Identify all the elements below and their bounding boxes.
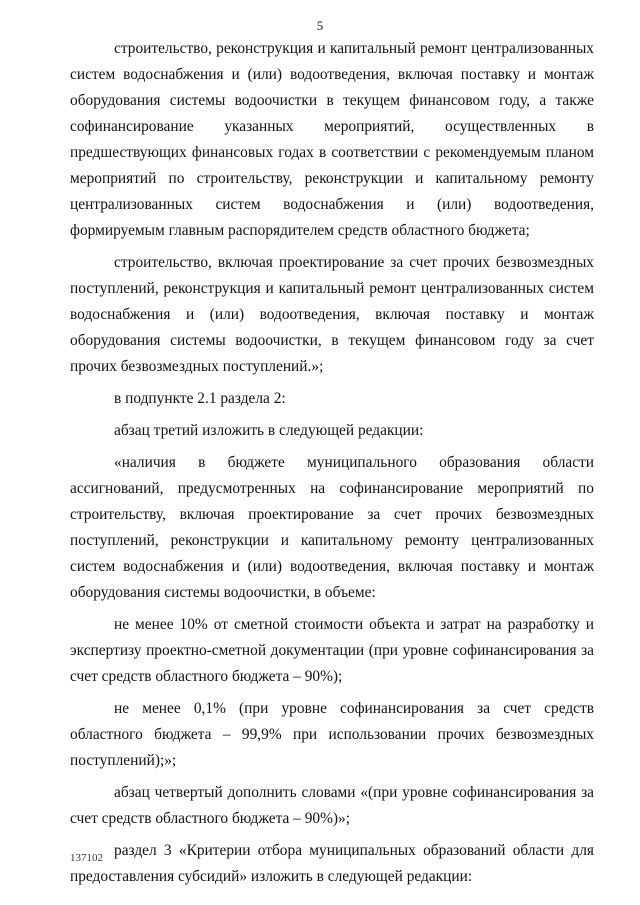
- paragraph-construction: строительство, реконструкция и капитальный ремонт централизованных систем водоснабжения и (или) водоотведения, включая поставку и монтаж оборудования системы водоочистки в текущем финансовом году, а также софинансирование указанных мероприятий, осуществленных в предшествующих финансовых годах в соответствии с рекомендуемым планом мероприятий по строительству, реконструкции и капитальному ремонту централизованных систем водоснабжения и (или) водоотведения, формируемым главным распорядителем средств областного бюджета;: [70, 40, 594, 239]
- paragraph-budget-allocation: «наличия в бюджете муниципального образования области ассигнований, предусмотренных на софинансирование мероприятий по строительству, включая проектирование за счет прочих безвозмездных поступлений, реконструкции и капитальному ремонту централизованных систем водоснабжения и (или) водоотведения, включая поставку и монтаж оборудования системы водоочистки, в объеме:: [70, 454, 594, 601]
- paragraph-zero-one-percent: не менее 0,1% (при уровне софинансирования за счет средств областного бюджета – 99,9% при использовании прочих безвозмездных поступлений);»;: [70, 700, 594, 769]
- paragraph-third-abzac: абзац третий изложить в следующей редакции:: [114, 422, 424, 439]
- page-number: 5: [316, 18, 324, 33]
- document-body: [70, 36, 594, 896]
- paragraph-subclause-2-1: в подпункте 2.1 раздела 2:: [114, 390, 286, 407]
- document-code: 137102: [70, 852, 103, 864]
- paragraph-ten-percent: не менее 10% от сметной стоимости объекта и затрат на разработку и экспертизу проектно-сметной документации (при уровне софинансирования за счет средств областного бюджета – 90%);: [70, 616, 594, 685]
- paragraph-section-3: раздел 3 «Критерии отбора муниципальных образований области для предоставления субсидий» изложить в следующей редакции:: [70, 842, 594, 885]
- paragraph-design: строительство, включая проектирование за счет прочих безвозмездных поступлений, реконструкция и капитальный ремонт централизованных систем водоснабжения и (или) водоотведения, включая поставку и монтаж оборудования системы водоочистки, в текущем финансовом году за счет прочих безвозмездных поступлений.»;: [70, 254, 594, 375]
- paragraph-fourth-abzac: абзац четвертый дополнить словами «(при уровне софинансирования за счет средств областного бюджета – 90%)»;: [70, 784, 594, 827]
